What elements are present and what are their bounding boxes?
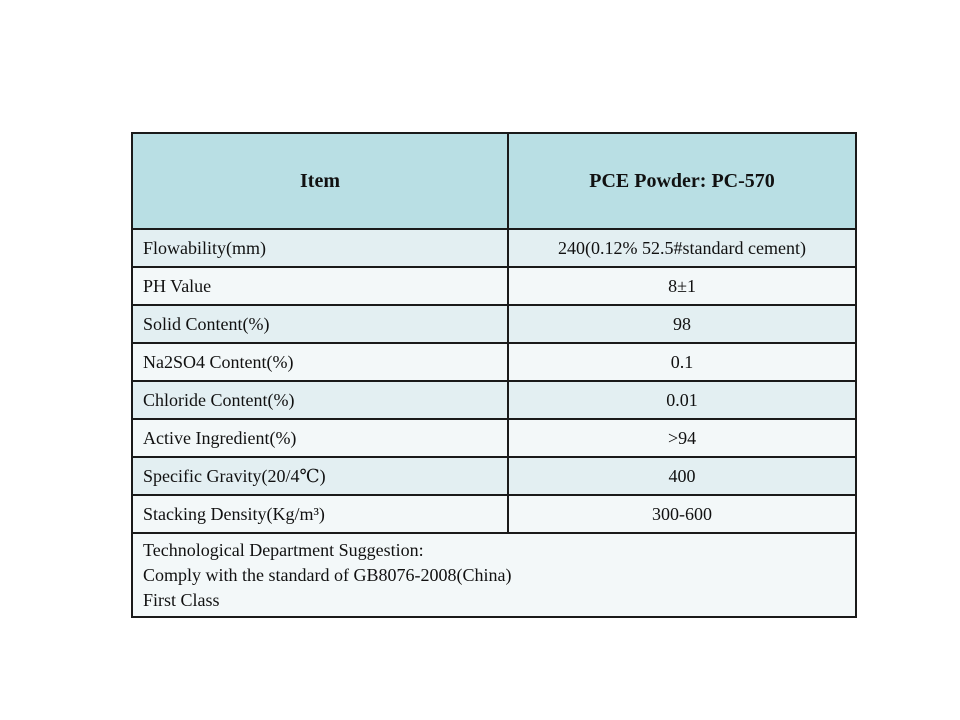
table-row-chloride-content [132,381,856,419]
table-row-specific-gravity [132,457,856,495]
row-label: Solid Content(%) [132,305,508,343]
row-label: PH Value [132,267,508,305]
row-label: Specific Gravity(20/4℃) [132,457,508,495]
row-label: Flowability(mm) [132,229,508,267]
row-value: 0.01 [508,381,856,419]
row-label: Stacking Density(Kg/m³) [132,495,508,533]
suggestion-note [132,533,856,617]
table-row-stacking-density [132,495,856,533]
table-row-solid-content [132,305,856,343]
row-label: Active Ingredient(%) [132,419,508,457]
row-value: 0.1 [508,343,856,381]
table-header-row [132,133,856,229]
row-label: Chloride Content(%) [132,381,508,419]
table-row-ph-value [132,267,856,305]
row-value: 98 [508,305,856,343]
header-item: Item [132,133,508,229]
note-title: Technological Department Suggestion: [143,539,424,560]
row-value: 400 [508,457,856,495]
table-row-flowability [132,229,856,267]
note-class: First Class [143,589,220,610]
table-row-note [132,533,856,617]
table-row-active-ingredient [132,419,856,457]
row-value: 240(0.12% 52.5#standard cement) [508,229,856,267]
row-label: Na2SO4 Content(%) [132,343,508,381]
header-product: PCE Powder: PC-570 [508,133,856,229]
row-value: >94 [508,419,856,457]
row-value: 8±1 [508,267,856,305]
table-row-na2so4-content [132,343,856,381]
row-value: 300-600 [508,495,856,533]
product-spec-table [131,132,857,618]
note-standard: Comply with the standard of GB8076-2008(China) [143,564,512,585]
